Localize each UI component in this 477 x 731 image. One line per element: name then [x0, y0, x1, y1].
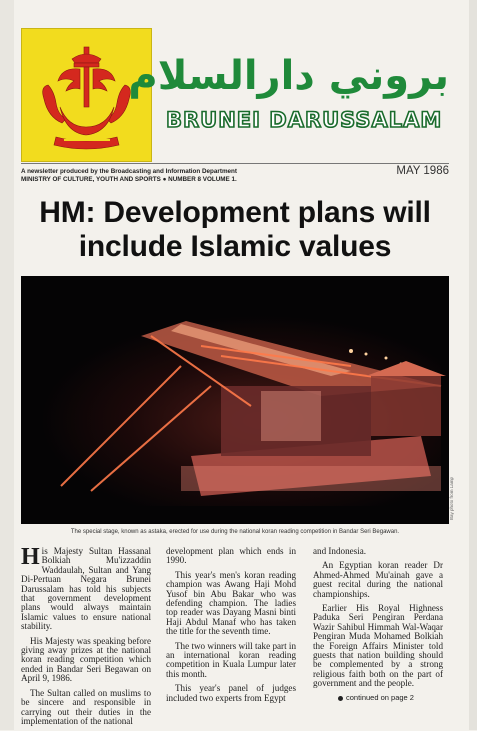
ministry-line [21, 176, 321, 184]
masthead-divider [21, 163, 449, 164]
paragraph: An Egyptian koran reader Dr Ahmed-Ahmed Mu'ainah gave a guest recital during the national championships. [313, 560, 443, 599]
paragraph: His Majesty was speaking before giving away prizes at the national koran reading competition which ended in Bandar Seri Begawan on April 9, 1986. [21, 635, 151, 684]
paragraph: This year's men's koran reading champion was Awang Haji Mohd Yusof bin Abu Bakar who was defending champion. The ladies top reader was Dayang Masni binti Haji Abdul Manaf who has taken the title for the seventh time. [166, 569, 296, 637]
astaka-stage-photo [21, 276, 449, 524]
photo-illustration [21, 276, 449, 524]
paragraph: development plan which ends in 1990. [166, 546, 296, 566]
latin-masthead-title: BRUNEI DARUSSALAM [166, 108, 443, 132]
issue-number: NUMBER 8 VOLUME 1. [168, 176, 237, 183]
continued-link[interactable] [338, 693, 458, 702]
main-headline: HM: Development plans will include Islamic values [39, 196, 431, 263]
drop-cap: H [21, 544, 40, 570]
issue-date: MAY 1986 [396, 165, 449, 177]
paragraph: His Majesty Sultan Hassanal Bolkiah Mu'izzaddin Waddaulah, Sultan and Yang Di-Pertuan Negara Brunei Darussalam has told his subjects that government development plans would always maintain Islamic values to ensure national stability. [21, 544, 151, 632]
article-column-3 [313, 547, 443, 694]
photo-credit: Bay photo from Lamp [449, 476, 454, 520]
paragraph: and Indonesia. [313, 546, 367, 556]
bullet-icon [338, 696, 343, 701]
paragraph: This year's panel of judges included two experts from Egypt [166, 683, 296, 703]
continued-label: continued on page 2 [346, 693, 414, 702]
page-edge-right [469, 0, 477, 730]
publication-info [21, 168, 321, 184]
paragraph: The two winners will take part in an international koran reading competition in Kuala Lumpur later this month. [166, 640, 296, 679]
photo-caption: The special stage, known as astaka, erected for use during the national koran reading competition in Bandar Seri Begawan. [70, 529, 400, 535]
article-column-2 [166, 547, 296, 708]
ministry-name: MINISTRY OF CULTURE, YOUTH AND SPORTS [21, 176, 161, 183]
paragraph: The Sultan called on muslims to be sincere and responsible in carrying out their duties in the implementation of the national [21, 687, 151, 726]
publisher-line: A newsletter produced by the Broadcasting and Information Department [21, 168, 237, 175]
arabic-masthead-title: بروني دارالسلام [128, 53, 449, 99]
article-column-1 [21, 544, 151, 731]
paragraph: Earlier His Royal Highness Paduka Seri Pengiran Perdana Wazir Sahibul Himmah Wal-Waqar Pengiran Muda Mohamed Bolkiah the Foreign Affairs Minister told guests that nation building should be complemented by a strong religious faith both on the part of government and the people. [313, 603, 443, 689]
bullet-icon: ● [162, 176, 169, 183]
page-edge-left [0, 0, 14, 730]
